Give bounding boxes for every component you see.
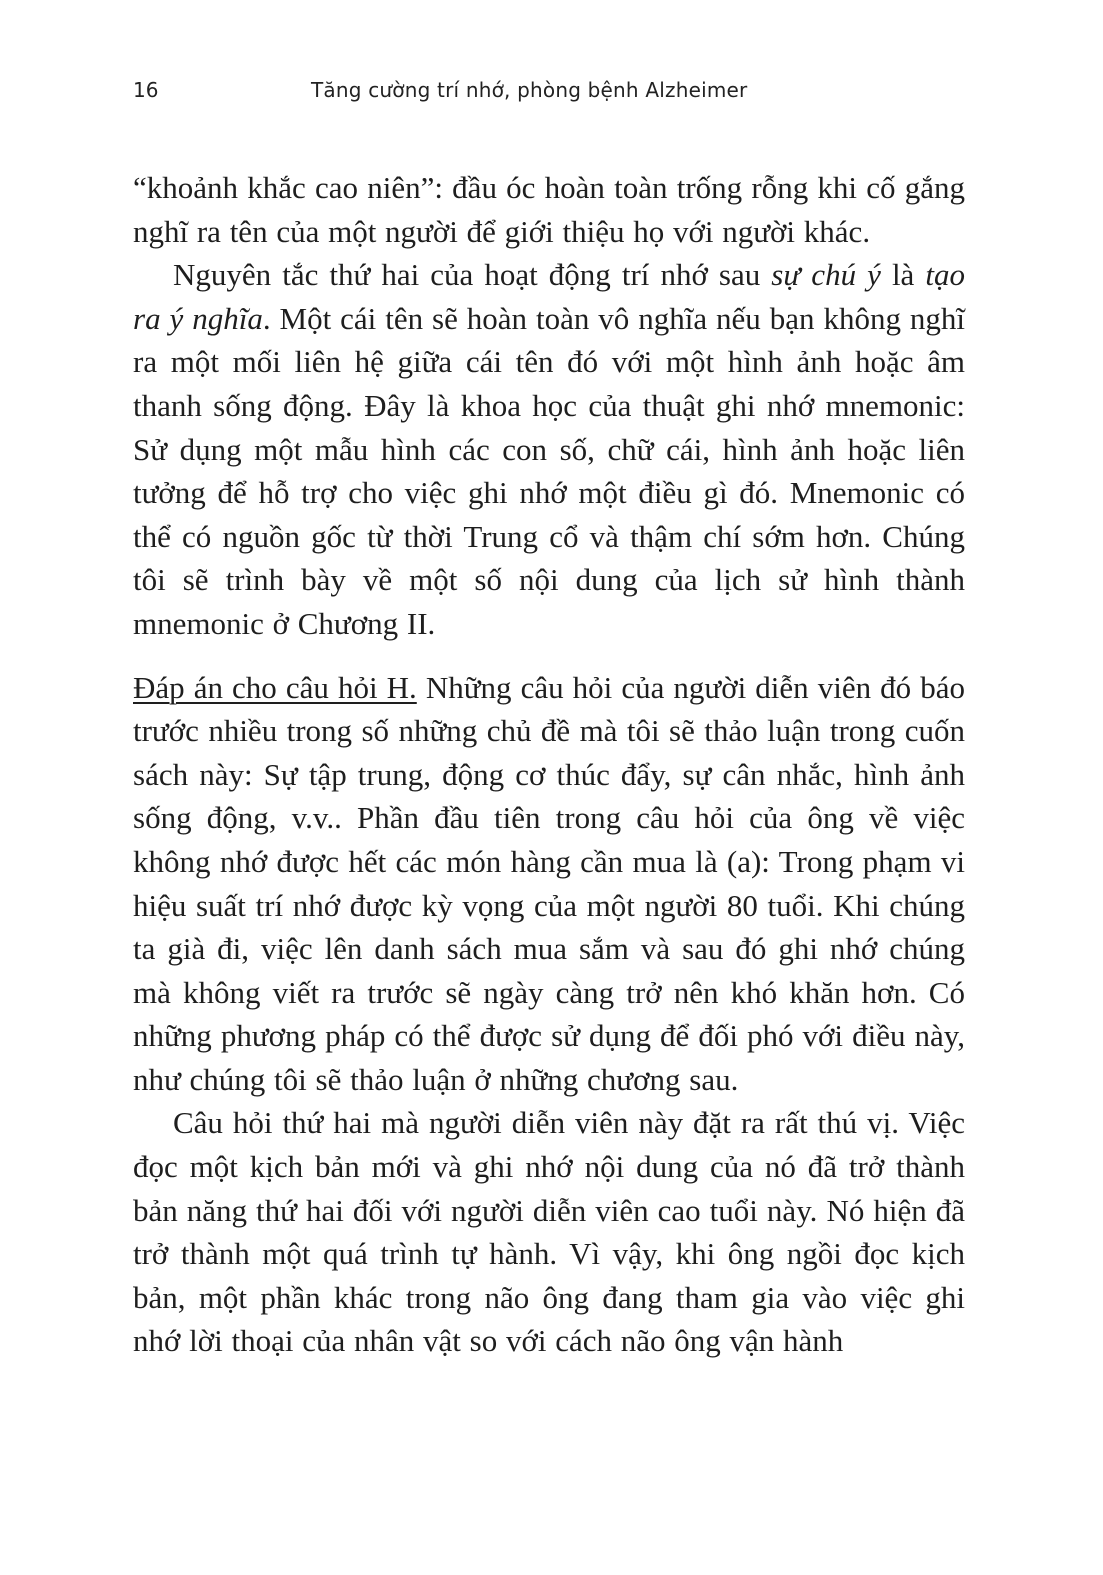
running-title: Tăng cường trí nhớ, phòng bệnh Alzheimer — [311, 78, 748, 102]
page-header — [133, 78, 970, 114]
paragraph-4: Câu hỏi thứ hai mà người diễn viên này đặt ra rất thú vị. Việc đọc một kịch bản mới và ghi nhớ nội dung của nó đã trở thành bản năng thứ hai đối với người diễn viên cao tuổi này. Nó hiện đã trở thành một quá trình tự hành. Vì vậy, khi ông ngồi đọc kịch bản, một phần khác trong não ông đang tham gia vào việc ghi nhớ lời thoại của nhân vật so với cách não ông vận hành — [133, 1105, 965, 1359]
emphasis-meaning: tạo ra ý nghĩa — [133, 257, 965, 336]
paragraph-2-part-b: là — [880, 257, 926, 293]
paragraph-2-part-c: . Một cái tên sẽ hoàn toàn vô nghĩa nếu bạn không nghĩ ra một mối liên hệ giữa cái tên đó với một hình ảnh hoặc âm thanh sống động. Đây là khoa học của thuật ghi nhớ mnemonic: Sử dụng một mẫu hình các con số, chữ cái, hình ảnh hoặc liên tưởng để hỗ trợ cho việc ghi nhớ một điều gì đó. Mnemonic có thể có nguồn gốc từ thời Trung cổ và thậm chí sớm hơn. Chúng tôi sẽ trình bày về một số nội dung của lịch sử hình thành mnemonic ở Chương II. — [133, 300, 966, 641]
section-gap — [133, 646, 965, 666]
paragraph-2 — [133, 253, 965, 645]
body-text — [133, 166, 965, 1363]
emphasis-attention: sự chú ý — [771, 257, 881, 293]
answer-heading: Đáp án cho câu hỏi H. — [133, 669, 417, 705]
paragraph-3 — [133, 666, 965, 1102]
paragraph-1: “khoảnh khắc cao niên”: đầu óc hoàn toàn trống rỗng khi cố gắng nghĩ ra tên của một người để giới thiệu họ với người khác. — [133, 170, 965, 249]
paragraph-3-text: Những câu hỏi của người diễn viên đó báo trước nhiều trong số những chủ đề mà tôi sẽ thảo luận trong cuốn sách này: Sự tập trung, động cơ thúc đẩy, sự cân nhắc, hình ảnh sống động, v.v.. Phần đầu tiên trong câu hỏi của ông về việc không nhớ được hết các món hàng cần mua là (a): Trong phạm vi hiệu suất trí nhớ được kỳ vọng của một người 80 tuổi. Khi chúng ta già đi, việc lên danh sách mua sắm và sau đó ghi nhớ chúng mà không viết ra trước sẽ ngày càng trở nên khó khăn hơn. Có những phương pháp có thể được sử dụng để đối phó với điều này, như chúng tôi sẽ thảo luận ở những chương sau. — [133, 669, 965, 1097]
paragraph-2-part-a: Nguyên tắc thứ hai của hoạt động trí nhớ sau — [173, 257, 772, 293]
page-number: 16 — [133, 78, 159, 102]
